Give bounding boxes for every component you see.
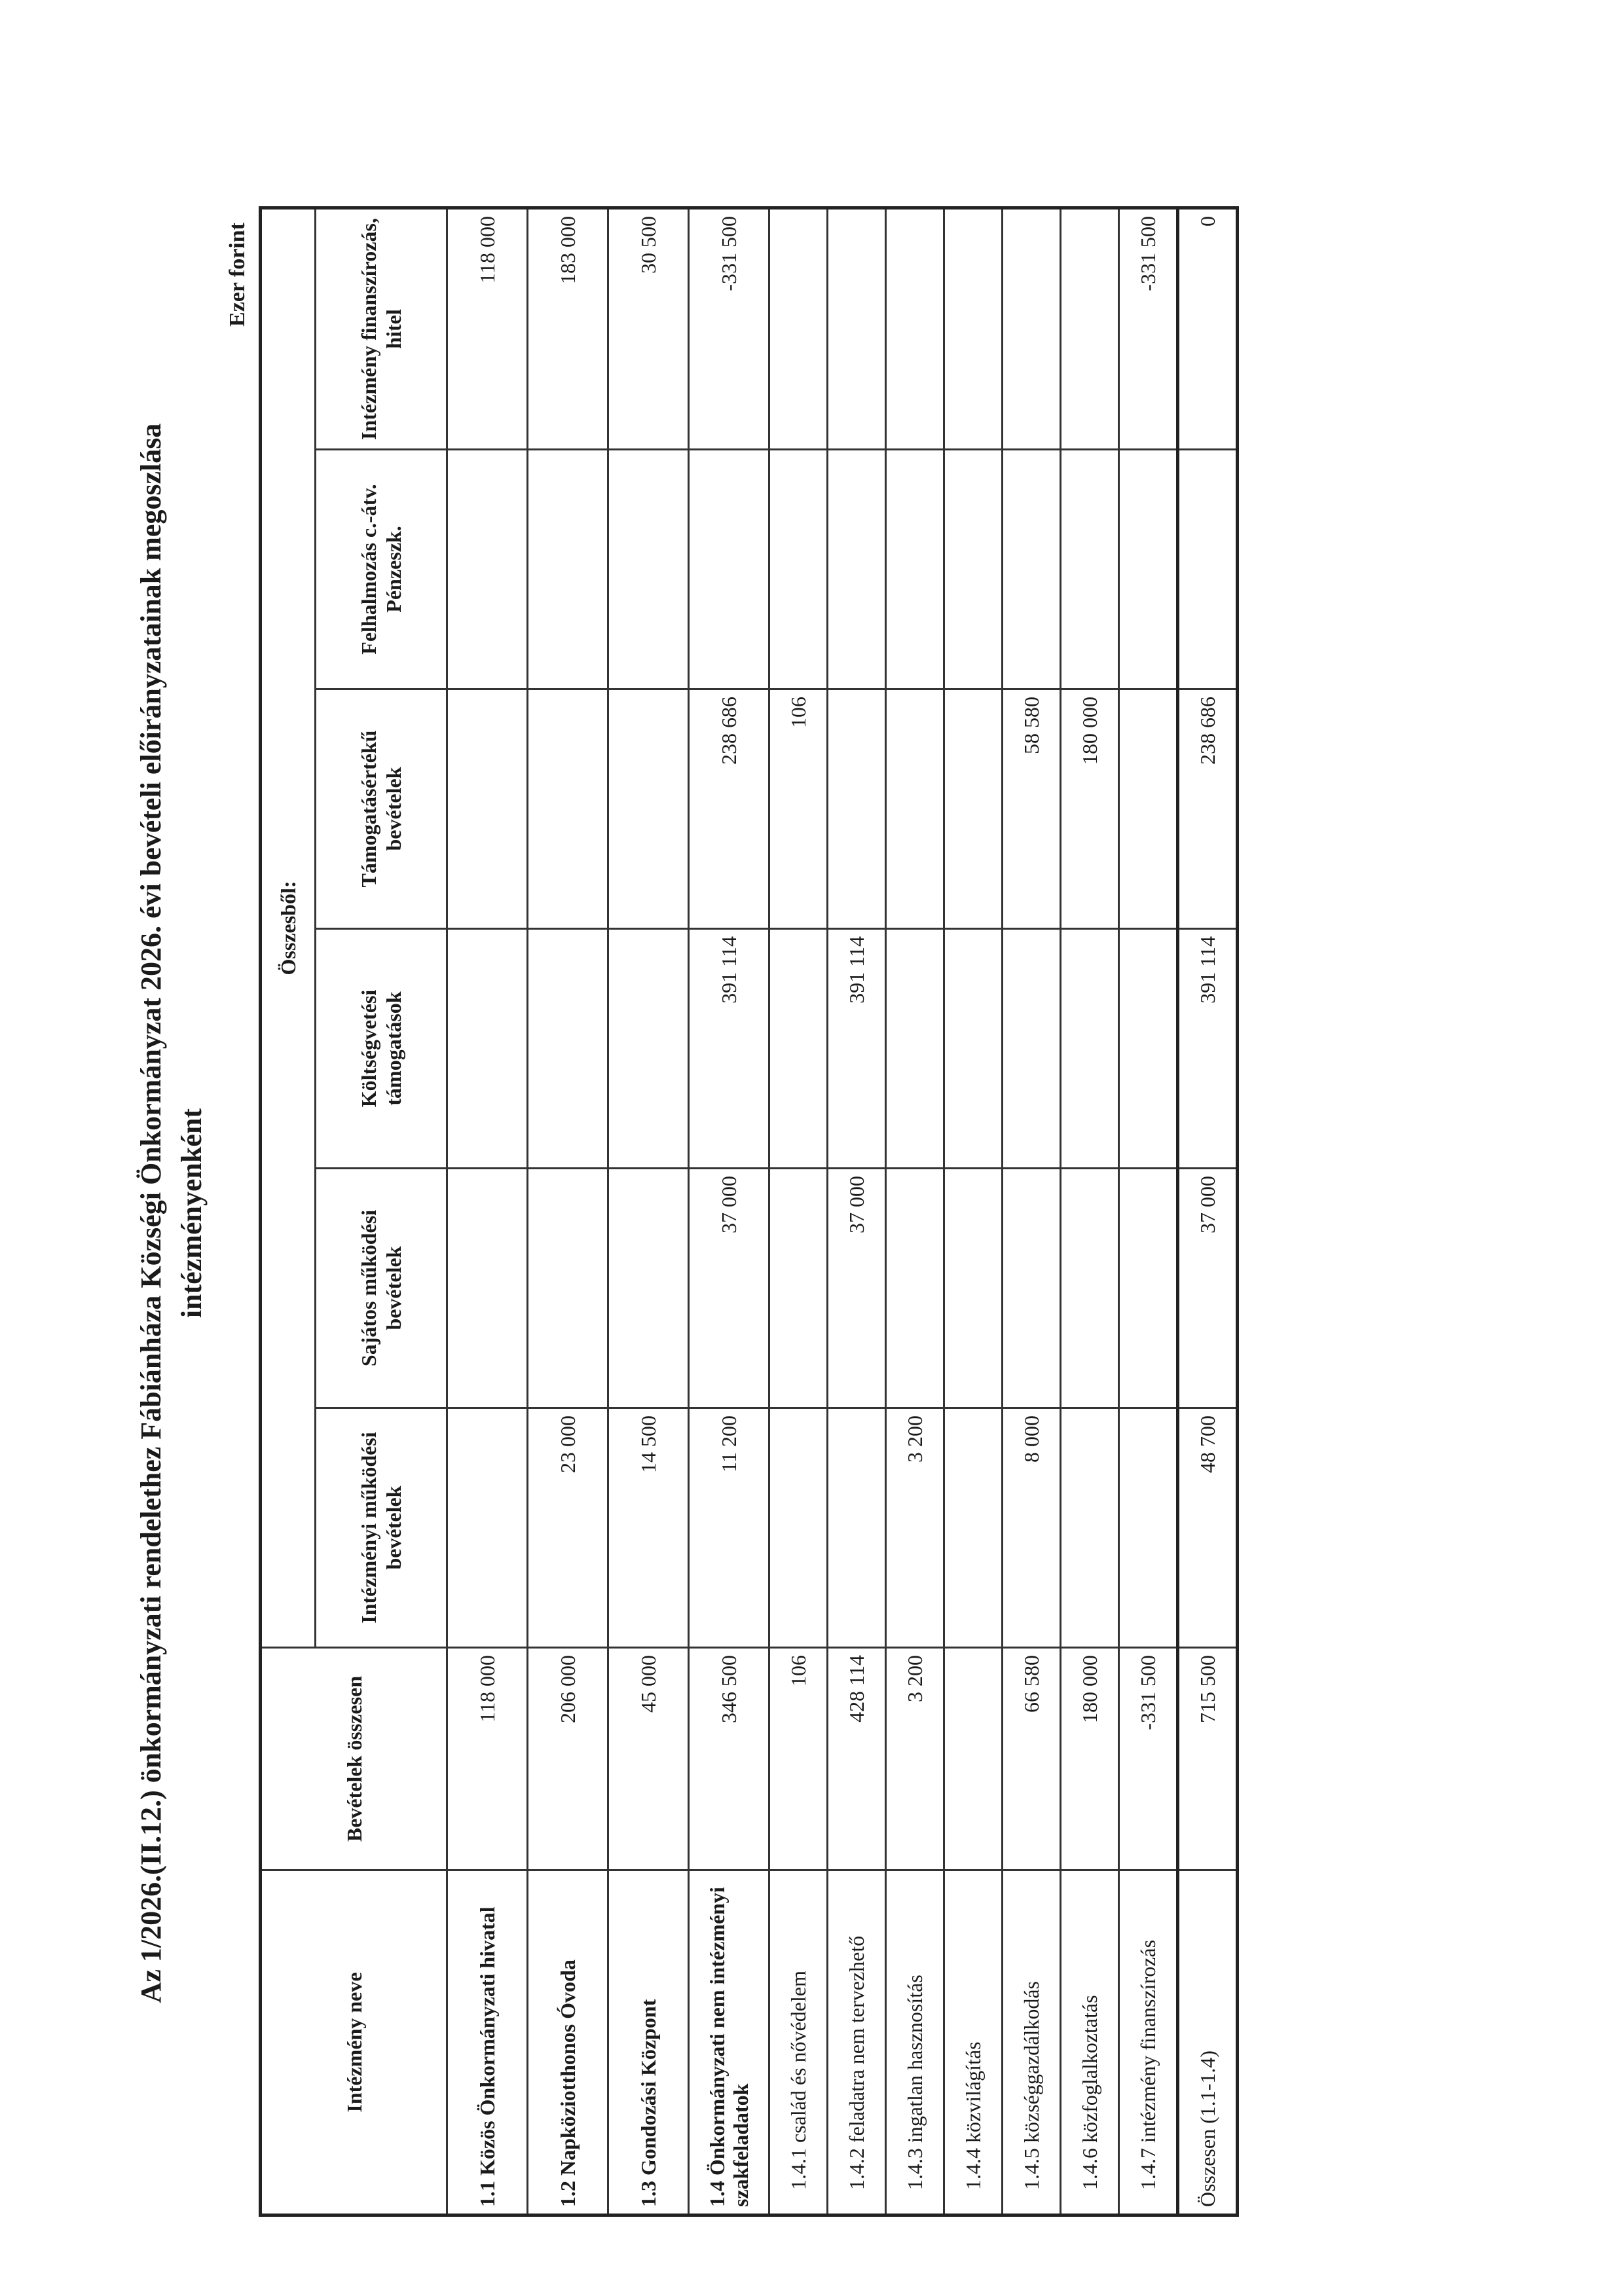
cell-financing	[886, 208, 944, 450]
cell-budget-support	[944, 929, 1003, 1169]
cell-total: 3 200	[886, 1648, 944, 1870]
cell-capital-transfer	[608, 450, 689, 689]
cell-inst-operating	[1061, 1408, 1119, 1648]
revenue-table	[259, 206, 1239, 2217]
cell-own-operating	[1003, 1169, 1061, 1408]
cell-support-like	[608, 689, 689, 929]
cell-support-like: 106	[769, 689, 828, 929]
row-name: 1.2 Napköziotthonos Óvoda	[528, 1870, 608, 2215]
title-line-1: Az 1/2026.(II.12.) önkormányzati rendelethez Fábiánháza Községi Önkormányzat 2026. évi bevételi előirányzatainak megoszlása	[135, 423, 167, 2003]
cell-budget-support	[1003, 929, 1061, 1169]
cell-own-operating	[1119, 1169, 1178, 1408]
table-row	[1119, 208, 1178, 2215]
cell-own-operating	[1061, 1169, 1119, 1408]
cell-financing: 183 000	[528, 208, 608, 450]
cell-financing	[769, 208, 828, 450]
cell-budget-support	[528, 929, 608, 1169]
cell-budget-support	[769, 929, 828, 1169]
cell-inst-operating	[1119, 1408, 1178, 1648]
cell-total: 45 000	[608, 1648, 689, 1870]
cell-support-like: 58 580	[1003, 689, 1061, 929]
header-capital-transfer: Felhalmozás c.-átv. Pénzeszk.	[316, 450, 447, 689]
cell-capital-transfer	[944, 450, 1003, 689]
cell-own-operating	[608, 1169, 689, 1408]
header-financing: Intézmény finanszírozás, hitel	[316, 208, 447, 450]
cell-capital-transfer	[689, 450, 769, 689]
cell-budget-support: 391 114	[828, 929, 886, 1169]
table-row	[689, 208, 769, 2215]
cell-capital-transfer	[528, 450, 608, 689]
cell-total: 66 580	[1003, 1648, 1061, 1870]
row-name: 1.4.7 intézmény finanszírozás	[1119, 1870, 1178, 2215]
cell-budget-support	[1119, 929, 1178, 1169]
header-total: Bevételek összesen	[261, 1648, 447, 1870]
cell-total: 118 000	[447, 1648, 528, 1870]
cell-total: 106	[769, 1648, 828, 1870]
cell-budget-support	[447, 929, 528, 1169]
cell-capital-transfer	[1003, 450, 1061, 689]
header-institution: Intézmény neve	[261, 1870, 447, 2215]
total-row	[1178, 208, 1238, 2215]
cell-own-operating	[528, 1169, 608, 1408]
cell-financing	[828, 208, 886, 450]
row-name: 1.3 Gondozási Központ	[608, 1870, 689, 2215]
cell-capital-transfer	[1178, 450, 1238, 689]
cell-support-like	[828, 689, 886, 929]
cell-total: 715 500	[1178, 1648, 1238, 1870]
header-budget-support: Költségvetési támogatások	[316, 929, 447, 1169]
row-name: 1.4.4 közvilágítás	[944, 1870, 1003, 2215]
cell-inst-operating: 48 700	[1178, 1408, 1238, 1648]
title-line-2: intézményenként	[175, 1108, 208, 1319]
table-row	[447, 208, 528, 2215]
cell-financing	[1003, 208, 1061, 450]
cell-capital-transfer	[769, 450, 828, 689]
row-name: 1.4.6 közfoglalkoztatás	[1061, 1870, 1119, 2215]
table-row	[608, 208, 689, 2215]
cell-inst-operating	[828, 1408, 886, 1648]
cell-financing	[944, 208, 1003, 450]
cell-own-operating	[447, 1169, 528, 1408]
cell-capital-transfer	[1061, 450, 1119, 689]
cell-financing: 30 500	[608, 208, 689, 450]
cell-own-operating	[886, 1169, 944, 1408]
cell-inst-operating	[447, 1408, 528, 1648]
cell-total: 346 500	[689, 1648, 769, 1870]
row-name: 1.4.2 feladatra nem tervezhető	[828, 1870, 886, 2215]
header-support-like: Támogatásértékű bevételek	[316, 689, 447, 929]
cell-inst-operating: 11 200	[689, 1408, 769, 1648]
cell-total: 180 000	[1061, 1648, 1119, 1870]
table-row	[1003, 208, 1061, 2215]
document-title	[131, 210, 212, 2217]
cell-own-operating	[769, 1169, 828, 1408]
cell-total: 206 000	[528, 1648, 608, 1870]
rotated-page-content	[131, 210, 1369, 2217]
cell-budget-support: 391 114	[689, 929, 769, 1169]
cell-support-like	[447, 689, 528, 929]
cell-financing: -331 500	[689, 208, 769, 450]
cell-support-like: 238 686	[689, 689, 769, 929]
cell-support-like: 180 000	[1061, 689, 1119, 929]
header-inst-operating: Intézményi működési bevételek	[316, 1408, 447, 1648]
cell-budget-support: 391 114	[1178, 929, 1238, 1169]
cell-capital-transfer	[886, 450, 944, 689]
cell-own-operating	[944, 1169, 1003, 1408]
header-of-which: Összesből:	[261, 208, 316, 1648]
cell-total	[944, 1648, 1003, 1870]
cell-inst-operating: 23 000	[528, 1408, 608, 1648]
row-name: 1.4 Önkormányzati nem intézményi szakfeladatok	[689, 1870, 769, 2215]
table-row	[528, 208, 608, 2215]
cell-inst-operating: 3 200	[886, 1408, 944, 1648]
cell-own-operating: 37 000	[828, 1169, 886, 1408]
header-own-operating: Sajátos működési bevételek	[316, 1169, 447, 1408]
cell-support-like: 238 686	[1178, 689, 1238, 929]
cell-financing: 118 000	[447, 208, 528, 450]
row-name: 1.4.5 községgazdálkodás	[1003, 1870, 1061, 2215]
cell-inst-operating	[944, 1408, 1003, 1648]
table-row	[769, 208, 828, 2215]
cell-total: 428 114	[828, 1648, 886, 1870]
table-row	[886, 208, 944, 2215]
row-name: 1.4.3 ingatlan hasznosítás	[886, 1870, 944, 2215]
row-name: 1.4.1 család és nővédelem	[769, 1870, 828, 2215]
cell-inst-operating: 8 000	[1003, 1408, 1061, 1648]
cell-financing	[1061, 208, 1119, 450]
cell-budget-support	[608, 929, 689, 1169]
row-name: 1.1 Közös Önkormányzati hivatal	[447, 1870, 528, 2215]
unit-label: Ezer forint	[225, 223, 249, 327]
cell-capital-transfer	[828, 450, 886, 689]
cell-support-like	[944, 689, 1003, 929]
cell-total: -331 500	[1119, 1648, 1178, 1870]
cell-financing: -331 500	[1119, 208, 1178, 450]
cell-support-like	[1119, 689, 1178, 929]
cell-support-like	[886, 689, 944, 929]
table-row	[828, 208, 886, 2215]
cell-budget-support	[1061, 929, 1119, 1169]
cell-support-like	[528, 689, 608, 929]
cell-inst-operating	[769, 1408, 828, 1648]
cell-financing: 0	[1178, 208, 1238, 450]
table-row	[944, 208, 1003, 2215]
cell-inst-operating: 14 500	[608, 1408, 689, 1648]
row-name: Összesen (1.1-1.4)	[1178, 1870, 1238, 2215]
cell-budget-support	[886, 929, 944, 1169]
table-row	[1061, 208, 1119, 2215]
cell-own-operating: 37 000	[1178, 1169, 1238, 1408]
cell-own-operating: 37 000	[689, 1169, 769, 1408]
cell-capital-transfer	[1119, 450, 1178, 689]
cell-capital-transfer	[447, 450, 528, 689]
